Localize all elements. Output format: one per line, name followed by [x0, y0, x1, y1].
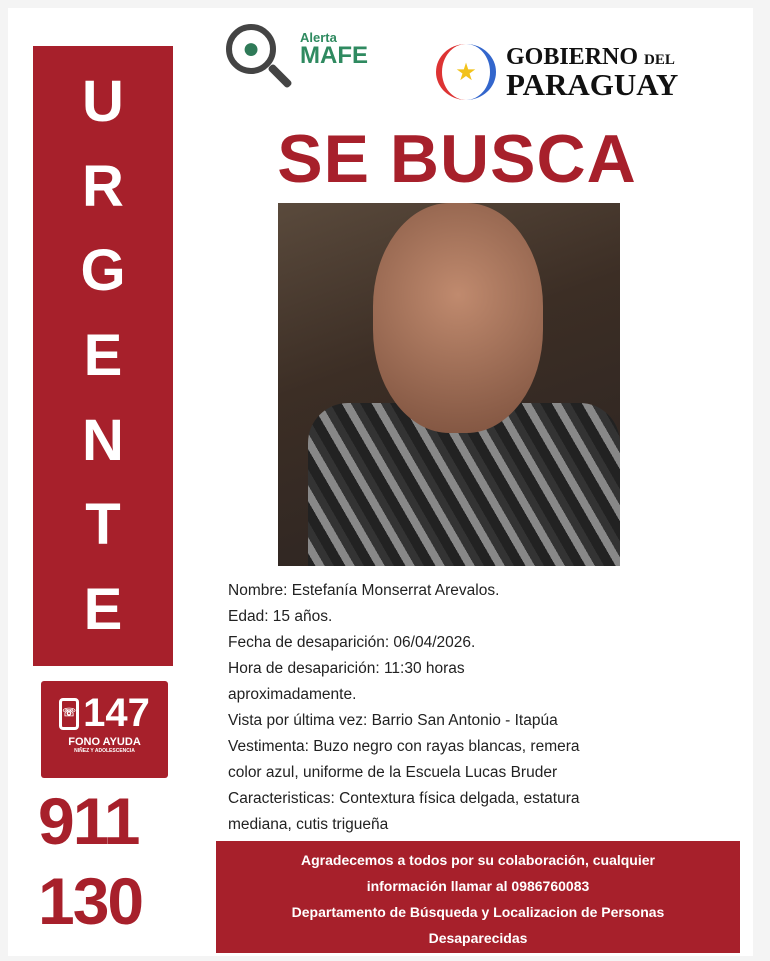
person-details — [228, 578, 728, 838]
fono-sub: NIÑEZ Y ADOLESCENCIA — [74, 748, 135, 754]
detail-line: color azul, uniforme de la Escuela Lucas Bruder — [228, 764, 558, 781]
detail-line: Vestimenta: Buzo negro con rayas blancas, remera — [228, 738, 580, 755]
footer-line: Desaparecidas — [428, 930, 528, 946]
urgent-letter: T — [85, 492, 121, 558]
urgent-letter: N — [82, 407, 124, 473]
fono-label: FONO AYUDA — [68, 736, 141, 748]
detail-line: aproximadamente. — [228, 686, 357, 703]
national-seal-icon: ★ — [436, 44, 496, 100]
detail-line: Fecha de desaparición: 06/04/2026. — [228, 634, 476, 651]
missing-person-poster — [8, 8, 753, 956]
detail-line: Nombre: Estefanía Monserrat Arevalos. — [228, 582, 500, 599]
alerta-mafe-logo — [226, 24, 368, 74]
fono-number: 147 — [83, 691, 150, 735]
urgent-letter: E — [83, 322, 123, 388]
detail-line: Hora de desaparición: 11:30 horas — [228, 660, 465, 677]
poster-title: SE BUSCA — [277, 121, 637, 197]
urgent-letter: G — [80, 238, 126, 304]
urgent-letter: E — [83, 576, 123, 642]
detail-line: mediana, cutis trigueña — [228, 816, 389, 833]
logo-paraguay: PARAGUAY — [506, 66, 679, 102]
emergency-number-130: 130 — [38, 864, 143, 938]
emergency-number-911: 911 — [38, 784, 139, 858]
urgent-letter: U — [82, 69, 124, 135]
urgent-letter: R — [82, 153, 124, 219]
detail-line: Edad: 15 años. — [228, 608, 333, 625]
detail-line: Vista por última vez: Barrio San Antonio - Itapúa — [228, 712, 558, 729]
missing-person-photo — [278, 203, 620, 566]
detail-line: Caracteristicas: Contextura física delgada, estatura — [228, 790, 580, 807]
gobierno-paraguay-logo — [436, 44, 678, 100]
footer-line: información llamar al 0986760083 — [366, 878, 590, 894]
urgent-banner — [33, 46, 173, 666]
phone-icon: ☏ — [59, 698, 79, 730]
logo-del: DEL — [644, 51, 675, 68]
logo-mafe: MAFE — [300, 41, 368, 69]
fono-ayuda-badge — [41, 681, 168, 778]
footer-line: Departamento de Búsqueda y Localizacion de Personas — [291, 904, 665, 920]
contact-footer — [216, 841, 740, 953]
magnifier-person-icon: ● — [226, 24, 276, 74]
logo-gobierno: GOBIERNO — [506, 43, 639, 70]
logo-alerta: Alerta — [300, 29, 337, 45]
footer-line: Agradecemos a todos por su colaboración, cualquier — [301, 852, 655, 868]
